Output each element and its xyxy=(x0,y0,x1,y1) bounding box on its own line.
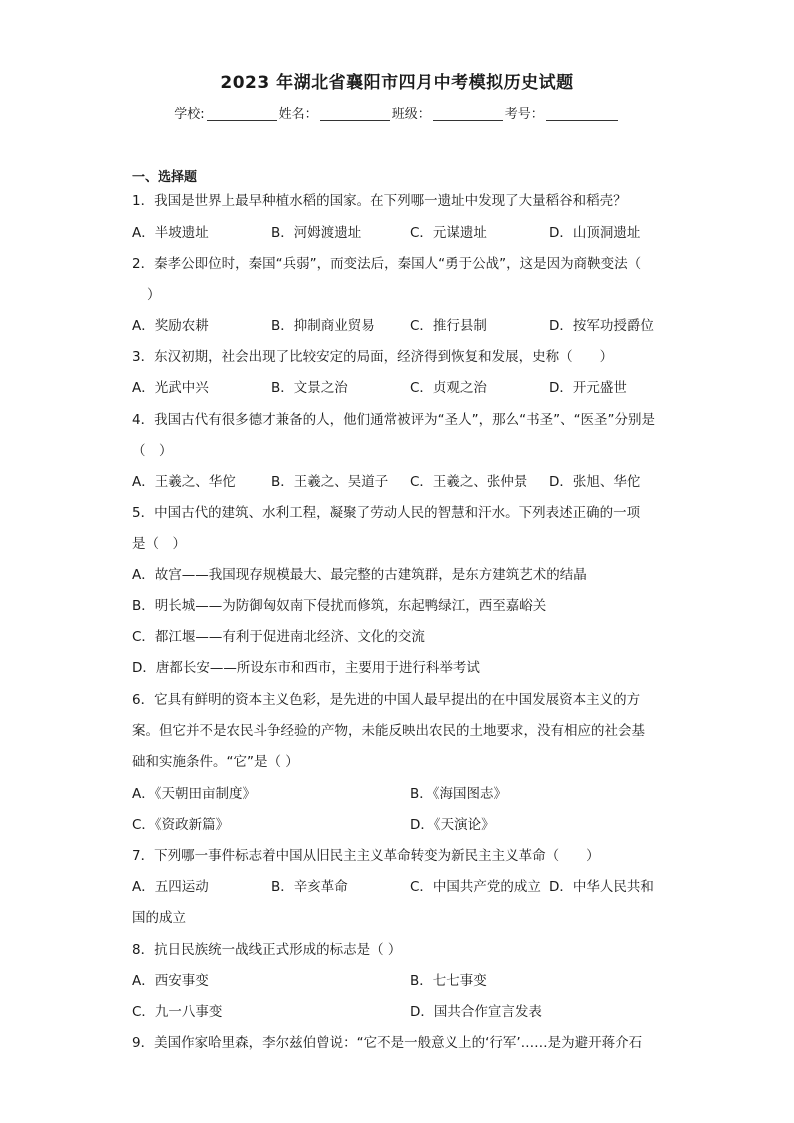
question-3-stem: 3．东汉初期，社会出现了比较安定的局面，经济得到恢复和发展，史称（ ） xyxy=(132,349,614,365)
q7-option-a: A．五四运动 xyxy=(132,879,209,895)
question-1-stem: 1．我国是世界上最早种植水稻的国家。在下列哪一遗址中发现了大量稻谷和稻壳？ xyxy=(132,193,627,209)
q2-option-d: D．按军功授爵位 xyxy=(549,318,654,334)
q1-option-a: A．半坡遗址 xyxy=(132,225,209,241)
question-9-stem: 9．美国作家哈里森，李尔兹伯曾说：“它不是一般意义上的‘行军’……是为避开蒋介石 xyxy=(132,1035,643,1051)
q3-option-a: A．光武中兴 xyxy=(132,380,209,396)
q1-option-d: D．山顶洞遗址 xyxy=(549,225,641,241)
class-blank xyxy=(433,106,503,121)
q4-option-a: A．王羲之、华佗 xyxy=(132,474,236,490)
question-2-stem: 2．秦孝公即位时，秦国“兵弱”，而变法后，秦国人“勇于公战”，这是因为商鞅变法（ xyxy=(132,256,642,272)
q2-option-b: B．抑制商业贸易 xyxy=(271,318,375,334)
exam-title: 2023 年湖北省襄阳市四月中考模拟历史试题 xyxy=(220,73,574,93)
question-2-options xyxy=(132,317,692,335)
q4-option-d: D．张旭、华佗 xyxy=(549,474,641,490)
q3-option-c: C．贞观之治 xyxy=(410,380,487,396)
question-7-stem: 7．下列哪一事件标志着中国从旧民主主义革命转变为新民主主义革命（ ） xyxy=(132,848,600,864)
q8-option-a: A．西安事变 xyxy=(132,973,209,989)
q2-option-c: C．推行县制 xyxy=(410,318,487,334)
school-label: 学校: xyxy=(174,107,205,122)
school-blank xyxy=(207,106,277,121)
q1-option-c: C．元谋遗址 xyxy=(410,225,487,241)
q8-option-b: B．七七事变 xyxy=(410,973,487,989)
q4-option-c: C．王羲之、张仲景 xyxy=(410,474,528,490)
question-8-options-row2 xyxy=(132,1003,692,1021)
q5-option-c: C．都江堰——有利于促进南北经济、文化的交流 xyxy=(132,629,425,645)
question-6-stem-cont-2: 础和实施条件。“它”是（ ） xyxy=(132,754,299,770)
question-2-stem-cont: ） xyxy=(147,287,161,303)
class-label: 班级： xyxy=(391,107,431,122)
q4-option-b: B．王羲之、吴道子 xyxy=(271,474,389,490)
q5-option-b: B．明长城——为防御匈奴南下侵扰而修筑，东起鸭绿江，西至嘉峪关 xyxy=(132,598,547,614)
question-7-options xyxy=(132,878,692,896)
name-label: 姓名： xyxy=(278,107,318,122)
number-blank xyxy=(546,106,618,121)
section-heading: 一、选择题 xyxy=(132,170,198,185)
question-5-stem-cont: 是（ ） xyxy=(132,536,186,552)
question-6-options-row2 xyxy=(132,816,692,834)
question-3-options xyxy=(132,379,692,397)
q6-option-c: C．《资政新篇》 xyxy=(132,817,230,833)
q6-option-b: B．《海国图志》 xyxy=(410,786,508,802)
question-6-stem: 6．它具有鲜明的资本主义色彩，是先进的中国人最早提出的在中国发展资本主义的方 xyxy=(132,692,641,708)
q8-option-c: C．九一八事变 xyxy=(132,1004,223,1020)
question-6-stem-cont-1: 案。但它并不是农民斗争经验的产物，未能反映出农民的土地要求，没有相应的社会基 xyxy=(132,723,645,739)
q3-option-b: B．文景之治 xyxy=(271,380,348,396)
name-blank xyxy=(320,106,390,121)
question-6-options-row1 xyxy=(132,785,692,803)
question-8-options-row1 xyxy=(132,972,692,990)
question-4-stem: 4．我国古代有很多德才兼备的人，他们通常被评为“圣人”，那么“书圣”、“医圣”分别是 xyxy=(132,412,656,428)
q7-option-d: D．中华人民共和 xyxy=(549,879,654,895)
q1-option-b: B．河姆渡遗址 xyxy=(271,225,362,241)
q7-option-c: C．中国共产党的成立 xyxy=(410,879,541,895)
number-label: 考号： xyxy=(504,107,544,122)
question-1-options xyxy=(132,224,692,242)
question-4-stem-cont: （ ） xyxy=(132,443,173,459)
q5-option-d: D．唐都长安——所设东市和西市，主要用于进行科举考试 xyxy=(132,660,480,676)
q8-option-d: D．国共合作宣言发表 xyxy=(410,1004,542,1020)
q6-option-d: D．《天演论》 xyxy=(410,817,495,833)
q7-option-b: B．辛亥革命 xyxy=(271,879,348,895)
q3-option-d: D．开元盛世 xyxy=(549,380,627,396)
student-info-line xyxy=(0,103,794,122)
q6-option-a: A．《天朝田亩制度》 xyxy=(132,786,256,802)
question-4-options xyxy=(132,473,692,491)
question-5-stem: 5．中国古代的建筑、水利工程，凝聚了劳动人民的智慧和汗水。下列表述正确的一项 xyxy=(132,505,641,521)
q2-option-a: A．奖励农耕 xyxy=(132,318,209,334)
q5-option-a: A．故宫——我国现存规模最大、最完整的古建筑群，是东方建筑艺术的结晶 xyxy=(132,567,587,583)
question-8-stem: 8．抗日民族统一战线正式形成的标志是（ ） xyxy=(132,942,402,958)
q7-option-d-cont: 国的成立 xyxy=(132,910,186,926)
